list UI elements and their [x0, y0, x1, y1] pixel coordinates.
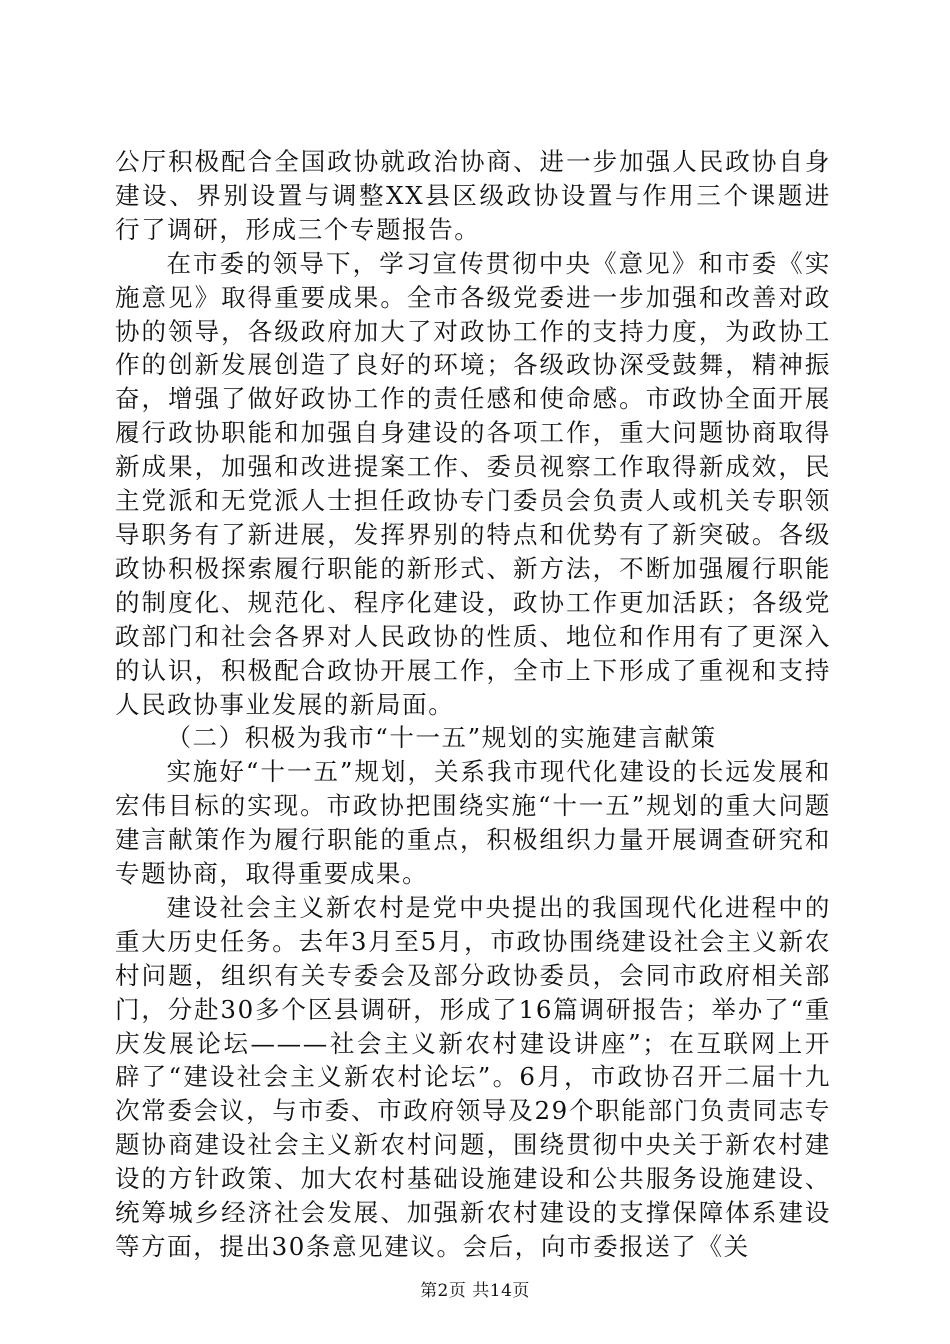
page-footer: 第2页 共14页 — [420, 1281, 530, 1301]
section-heading: （二）积极为我市“十一五”规划的实施建言献策 — [166, 723, 717, 753]
body-text — [115, 145, 831, 1264]
paragraph: 建设社会主义新农村是党中央提出的我国现代化进程中的重大历史任务。去年3月至5月，市政协围绕建设社会主义新农村问题，组织有关专委会及部分政协委员，会同市政府相关部门，分赴30多个区县调研，形成了16篇调研报告；举办了“重庆发展论坛———社会主义新农村建设讲座”；在互联网上开辟了“建设社会主义新农村论坛”。6月，市政协召开二届十九次常委会议，与市委、市政府领导及29个职能部门负责同志专题协商建设社会主义新农村问题，围绕贯彻中央关于新农村建设的方针政策、加大农村基础设施建设和公共服务设施建设、统筹城乡经济社会发展、加强新农村建设的支撑保障体系建设等方面，提出30条意见建议。会后，向市委报送了《关 — [115, 892, 831, 1261]
paragraph: 实施好“十一五”规划，关系我市现代化建设的长远发展和宏伟目标的实现。市政协把围绕实施“十一五”规划的重大问题建言献策作为履行职能的重点，积极组织力量开展调查研究和专题协商，取得重要成果。 — [115, 757, 831, 889]
paragraph: 在市委的领导下，学习宣传贯彻中央《意见》和市委《实施意见》取得重要成果。全市各级党委进一步加强和改善对政协的领导，各级政府加大了对政协工作的支持力度，为政协工作的创新发展创造了良好的环境；各级政协深受鼓舞，精神振奋，增强了做好政协工作的责任感和使命感。市政协全面开展履行政协职能和加强自身建设的各项工作，重大问题协商取得新成果，加强和改进提案工作、委员视察工作取得新成效，民主党派和无党派人士担任政协专门委员会负责人或机关专职领导职务有了新进展，发挥界别的特点和优势有了新突破。各级政协积极探索履行职能的新形式、新方法，不断加强履行职能的制度化、规范化、程序化建设，政协工作更加活跃；各级党政部门和社会各界对人民政协的性质、地位和作用有了更深入的认识，积极配合政协开展工作，全市上下形成了重视和支持人民政协事业发展的新局面。 — [115, 248, 831, 719]
paragraph-continuation: 公厅积极配合全国政协就政治协商、进一步加强人民政协自身建设、界别设置与调整XX县区级政协设置与作用三个课题进行了调研，形成三个专题报告。 — [115, 147, 831, 244]
